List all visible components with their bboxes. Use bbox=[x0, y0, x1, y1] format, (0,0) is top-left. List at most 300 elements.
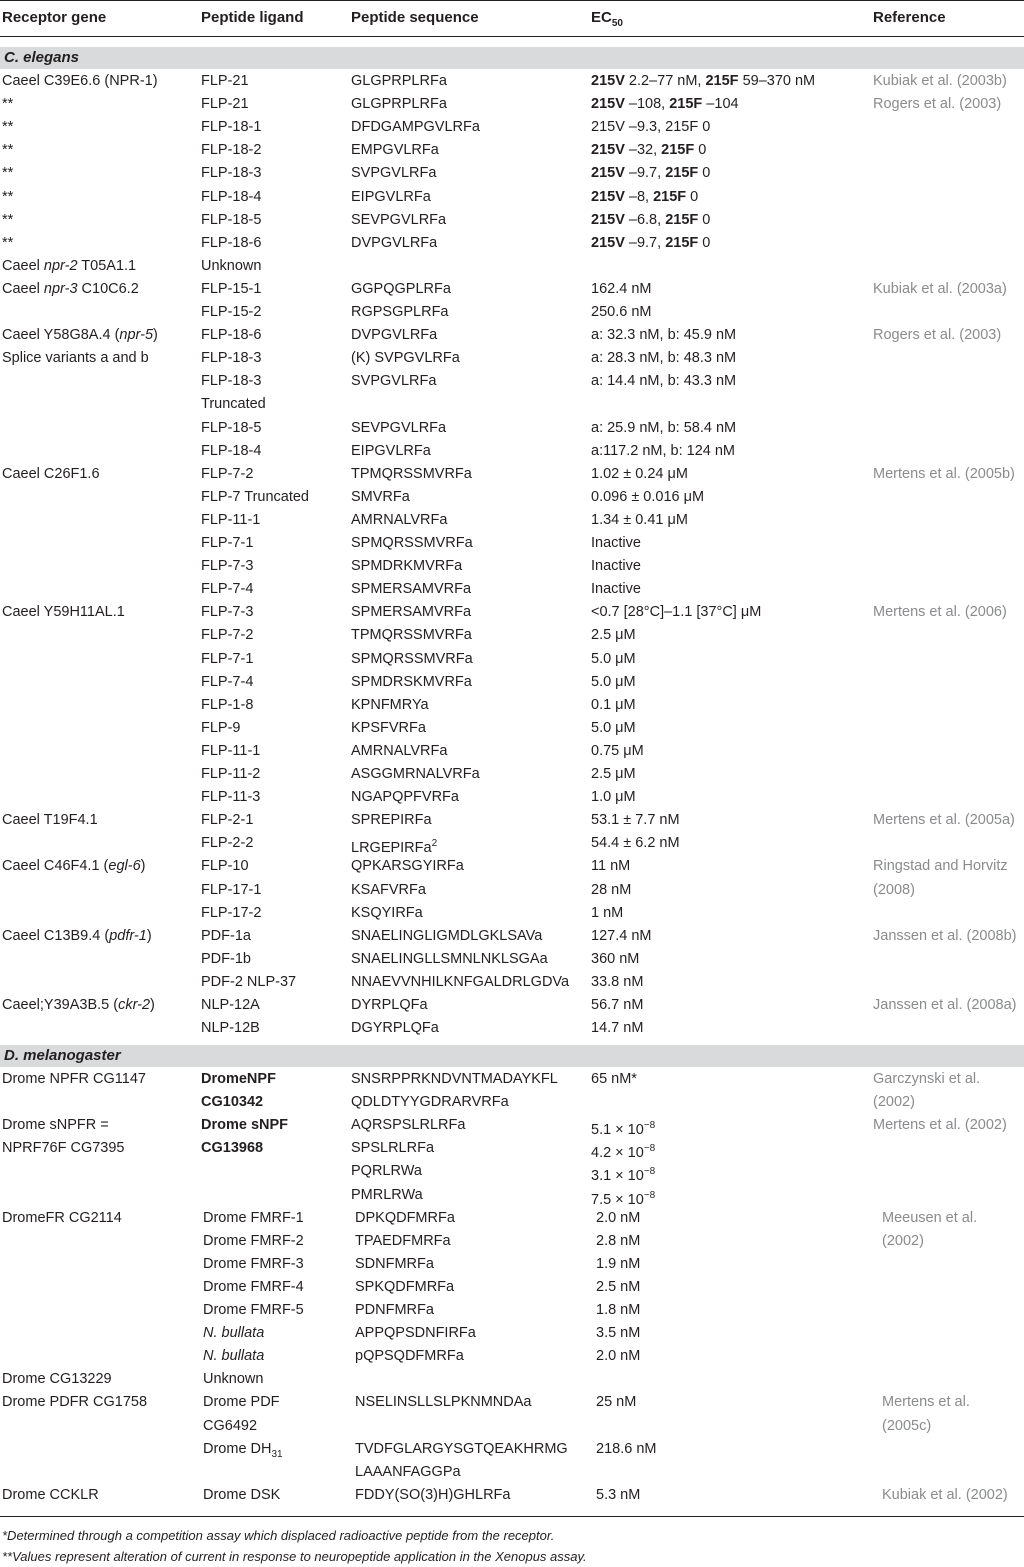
table-row bbox=[0, 1461, 1024, 1484]
ec50-cell: 3.5 nM bbox=[596, 1325, 641, 1342]
table-row bbox=[0, 255, 1024, 278]
ec50-variant-label: 215V bbox=[591, 142, 625, 159]
receptor-gene-prefix: Caeel C46F4.1 ( bbox=[2, 858, 109, 875]
ec50-cell bbox=[591, 162, 710, 185]
receptor-gene-italic: ckr-2 bbox=[118, 997, 151, 1013]
peptide-sequence-cell: EIPGVLRFa bbox=[351, 188, 431, 205]
peptide-sequence-cell: SPMQRSSMVRFa bbox=[351, 650, 473, 667]
ec50-cell: 14.7 nM bbox=[591, 1020, 644, 1037]
peptide-sequence-superscript: 2 bbox=[431, 838, 438, 850]
bottom-rule bbox=[0, 1516, 1024, 1517]
peptide-sequence-cell: NSELINSLLSLPKNMNDAa bbox=[355, 1394, 532, 1411]
receptor-gene-cell: ** bbox=[2, 234, 14, 251]
receptor-gene-cell: ** bbox=[2, 211, 14, 228]
receptor-gene-cell: Caeel T19F4.1 bbox=[2, 812, 98, 829]
table-row bbox=[0, 1253, 1024, 1276]
ec50-cell: Inactive bbox=[591, 558, 641, 575]
table-row bbox=[0, 1114, 1024, 1137]
table-row bbox=[0, 555, 1024, 578]
table-row bbox=[0, 578, 1024, 601]
peptide-sequence-cell: ASGGMRNALVRFa bbox=[351, 766, 480, 782]
receptor-gene-cell: Caeel C39E6.6 (NPR-1) bbox=[2, 73, 158, 89]
peptide-ligand-cell: Drome sNPF bbox=[201, 1117, 289, 1134]
peptide-ligand-cell: FLP-7-1 bbox=[201, 650, 254, 667]
receptor-gene-italic: pdfr-1 bbox=[109, 927, 147, 944]
peptide-sequence-cell: RGPSGPLRFa bbox=[351, 304, 449, 320]
table-row bbox=[0, 186, 1024, 209]
header-reference: Reference bbox=[873, 9, 946, 26]
peptide-sequence-cell: EMPGVLRFa bbox=[351, 142, 439, 159]
table-row bbox=[0, 347, 1024, 370]
peptide-ligand-cell: Unknown bbox=[201, 257, 262, 274]
peptide-sequence-cell: TVDFGLARGYSGTQEAKHRMG bbox=[355, 1440, 568, 1457]
reference-cell: Kubiak et al. (2003b) bbox=[873, 73, 1007, 89]
table-row bbox=[0, 162, 1024, 185]
table-row bbox=[0, 994, 1024, 1017]
table-row bbox=[0, 440, 1024, 463]
peptide-ligand-cell: FLP-7-4 bbox=[201, 581, 254, 598]
ec50-cell: 56.7 nM bbox=[591, 997, 644, 1013]
peptide-sequence-cell: TPAEDFMRFa bbox=[355, 1232, 451, 1249]
peptide-ligand-cell: Unknown bbox=[203, 1371, 264, 1388]
ec50-value: –9.7, bbox=[624, 165, 666, 182]
peptide-ligand-text: Drome DH bbox=[203, 1440, 272, 1457]
table-row bbox=[0, 1184, 1024, 1207]
receptor-gene-suffix: ) bbox=[153, 327, 158, 344]
ec50-cell: 218.6 nM bbox=[596, 1440, 657, 1457]
peptide-ligand-subscript: 31 bbox=[271, 1448, 283, 1460]
peptide-sequence-cell: TPMQRSSMVRFa bbox=[351, 465, 472, 482]
peptide-sequence-cell: SDNFMRFa bbox=[355, 1255, 434, 1272]
table-row bbox=[0, 671, 1024, 694]
peptide-sequence-cell: DYRPLQFa bbox=[351, 997, 428, 1013]
top-rule bbox=[0, 0, 1024, 1]
peptide-ligand-cell: CG13968 bbox=[201, 1140, 264, 1157]
receptor-gene-suffix: ) bbox=[150, 997, 155, 1013]
peptide-sequence-cell: DVPGVLRFa bbox=[351, 327, 438, 344]
ec50-value: 0 bbox=[686, 188, 699, 205]
receptor-gene-cell: ** bbox=[2, 188, 14, 205]
peptide-sequence-cell: SPMERSAMVRFa bbox=[351, 581, 472, 598]
reference-cell: Mertens et al. (2002) bbox=[873, 1117, 1007, 1134]
footnote-2: **Values represent alteration of current in response to neuropeptide application in the Xenopus assay. bbox=[2, 1549, 587, 1564]
ec50-variant-label: 215F bbox=[653, 188, 687, 205]
receptor-gene-prefix: Caeel bbox=[2, 280, 44, 297]
peptide-ligand-cell: FLP-9 bbox=[201, 719, 241, 736]
ec50-cell bbox=[591, 186, 698, 209]
ec50-variant-label: 215V bbox=[591, 96, 625, 113]
peptide-sequence-cell: SPMDRSKMVRFa bbox=[351, 673, 472, 690]
ec50-cell: 1.02 ± 0.24 μM bbox=[591, 465, 688, 482]
peptide-sequence-cell: (K) SVPGVLRFa bbox=[351, 350, 460, 367]
peptide-sequence-cell: SPSLRLRFa bbox=[351, 1140, 435, 1157]
peptide-ligand-cell: N. bullata bbox=[203, 1348, 265, 1365]
peptide-sequence-cell: KSQYIRFa bbox=[351, 904, 423, 921]
peptide-ligand-cell: FLP-7-4 bbox=[201, 673, 254, 690]
table-row bbox=[0, 324, 1024, 347]
peptide-ligand-cell: Drome FMRF-3 bbox=[203, 1255, 304, 1272]
peptide-sequence-cell: SNSRPPRKNDVNTMADAYKFL bbox=[351, 1071, 558, 1087]
peptide-sequence-cell: DFDGAMPGVLRFa bbox=[351, 119, 480, 136]
header-peptide-sequence: Peptide sequence bbox=[351, 9, 479, 26]
ec50-cell: 2.5 nM bbox=[596, 1278, 641, 1295]
peptide-ligand-cell: FLP-18-3 bbox=[201, 165, 262, 182]
table-row bbox=[0, 717, 1024, 740]
peptide-ligand-cell: N. bullata bbox=[203, 1325, 265, 1342]
ec50-cell: a: 25.9 nM, b: 58.4 nM bbox=[591, 419, 737, 436]
table-row bbox=[0, 1230, 1024, 1253]
peptide-ligand-cell: FLP-11-1 bbox=[201, 511, 261, 528]
peptide-sequence-cell: SPKQDFMRFa bbox=[355, 1278, 455, 1295]
peptide-ligand-cell: FLP-10 bbox=[201, 858, 249, 875]
peptide-sequence-cell: PDNFMRFa bbox=[355, 1302, 434, 1318]
ec50-variant-label: 215F bbox=[661, 142, 695, 159]
reference-cell: (2005c) bbox=[882, 1417, 932, 1434]
footnote-1: *Determined through a competition assay which displaced radioactive peptide from the receptor. bbox=[2, 1528, 555, 1543]
peptide-sequence-text: LRGEPIRFa bbox=[351, 840, 432, 857]
table-row bbox=[0, 393, 1024, 416]
peptide-ligand-cell: CG10342 bbox=[201, 1094, 264, 1111]
peptide-sequence-cell: SVPGVLRFa bbox=[351, 165, 437, 182]
peptide-sequence-cell: DGYRPLQFa bbox=[351, 1020, 439, 1037]
reference-cell: Mertens et al. (2006) bbox=[873, 604, 1007, 621]
peptide-sequence-cell: AMRNALVRFa bbox=[351, 742, 448, 759]
table-row bbox=[0, 1276, 1024, 1299]
receptor-gene-cell: Caeel Y59H11AL.1 bbox=[2, 604, 125, 621]
ec50-value: –6.8, bbox=[624, 211, 666, 228]
receptor-gene-suffix: ) bbox=[146, 927, 152, 944]
ec50-cell: 1.9 nM bbox=[596, 1255, 641, 1272]
peptide-sequence-cell: AMRNALVRFa bbox=[351, 511, 448, 528]
table-row bbox=[0, 463, 1024, 486]
peptide-ligand-cell: FLP-1-8 bbox=[201, 696, 254, 713]
ec50-cell: a: 14.4 nM, b: 43.3 nM bbox=[591, 373, 737, 390]
receptor-gene-cell bbox=[2, 278, 139, 301]
peptide-ligand-cell: PDF-1b bbox=[201, 950, 251, 967]
receptor-gene-cell bbox=[2, 255, 136, 278]
peptide-sequence-cell: GLGPRPLRFa bbox=[351, 96, 447, 113]
peptide-ligand-cell: FLP-18-3 bbox=[201, 373, 262, 390]
peptide-sequence-cell: SPMERSAMVRFa bbox=[351, 604, 472, 621]
ec50-exponent: −8 bbox=[643, 1166, 656, 1178]
peptide-ligand-cell: FLP-2-2 bbox=[201, 835, 254, 852]
peptide-ligand-cell: FLP-11-1 bbox=[201, 742, 261, 759]
ec50-variant-label: 215V bbox=[591, 73, 625, 89]
peptide-sequence-cell: GGPQGPLRFa bbox=[351, 280, 451, 297]
peptide-sequence-cell: SMVRFa bbox=[351, 488, 410, 505]
peptide-ligand-cell: FLP-18-3 bbox=[201, 350, 262, 367]
ec50-value: –32, bbox=[624, 142, 662, 159]
reference-cell: (2008) bbox=[873, 881, 915, 898]
table-row bbox=[0, 370, 1024, 393]
reference-cell: (2002) bbox=[873, 1094, 915, 1111]
peptide-ligand-cell: Drome DSK bbox=[203, 1486, 281, 1503]
reference-cell: Janssen et al. (2008a) bbox=[873, 997, 1017, 1013]
table-row bbox=[0, 971, 1024, 994]
table-row bbox=[0, 694, 1024, 717]
peptide-sequence-cell: SVPGVLRFa bbox=[351, 373, 437, 390]
ec50-variant-label: 215V bbox=[591, 188, 625, 205]
peptide-ligand-cell: FLP-7-3 bbox=[201, 558, 254, 575]
ec50-value: 0 bbox=[694, 142, 707, 159]
ec50-cell: a: 32.3 nM, b: 45.9 nM bbox=[591, 327, 737, 344]
ec50-cell: 1.0 μM bbox=[591, 789, 636, 806]
ec50-cell: 360 nM bbox=[591, 950, 640, 967]
receptor-gene-cell: Drome CG13229 bbox=[2, 1371, 112, 1388]
ec50-cell: 53.1 ± 7.7 nM bbox=[591, 812, 680, 829]
receptor-gene-cell: DromeFR CG2114 bbox=[2, 1209, 122, 1226]
ec50-cell: a:117.2 nM, b: 124 nM bbox=[591, 442, 736, 459]
reference-cell: Rogers et al. (2003) bbox=[873, 327, 1002, 344]
ec50-mantissa: 5.1 × 10 bbox=[591, 1122, 644, 1139]
ec50-cell: 54.4 ± 6.2 nM bbox=[591, 835, 680, 852]
table-row bbox=[0, 879, 1024, 902]
table-row bbox=[0, 1438, 1024, 1461]
peptide-ligand-cell: PDF-2 NLP-37 bbox=[201, 973, 297, 990]
ec50-cell: 1.8 nM bbox=[596, 1302, 641, 1318]
receptor-gene-cell: Drome NPFR CG1147 bbox=[2, 1071, 146, 1087]
receptor-gene-suffix: ) bbox=[140, 858, 146, 875]
receptor-gene-italic: npr-2 bbox=[43, 257, 78, 274]
table-row bbox=[0, 786, 1024, 809]
receptor-gene-cell: ** bbox=[2, 165, 14, 182]
table-row bbox=[0, 925, 1024, 948]
table-row bbox=[0, 1017, 1024, 1040]
ec50-cell: 127.4 nM bbox=[591, 927, 652, 944]
peptide-ligand-cell: Drome FMRF-5 bbox=[203, 1302, 304, 1318]
ec50-cell: 5.3 nM bbox=[596, 1486, 641, 1503]
peptide-sequence-cell: NNAEVVNHILKNFGALDRLGDVa bbox=[351, 973, 570, 990]
receptor-gene-prefix: Caeel bbox=[2, 257, 44, 274]
peptide-ligand-cell: FLP-7-1 bbox=[201, 535, 254, 551]
peptide-ligand-cell: PDF-1a bbox=[201, 927, 251, 944]
peptide-ligand-cell: FLP-15-2 bbox=[201, 304, 262, 320]
receptor-gene-cell bbox=[2, 925, 152, 948]
peptide-sequence-cell: KSAFVRFa bbox=[351, 881, 426, 898]
ec50-variant-label: 215V bbox=[591, 234, 625, 251]
peptide-ligand-cell: FLP-18-6 bbox=[201, 327, 262, 344]
ec50-cell: 215V –9.3, 215F 0 bbox=[591, 119, 711, 136]
peptide-ligand-cell: FLP-18-5 bbox=[201, 419, 262, 436]
receptor-gene-cell: Caeel C26F1.6 bbox=[2, 465, 100, 482]
peptide-ligand-cell: FLP-7-2 bbox=[201, 627, 254, 644]
peptide-ligand-cell: FLP-21 bbox=[201, 73, 249, 89]
ec50-cell: 5.0 μM bbox=[591, 650, 636, 667]
section-c-elegans: C. elegans bbox=[0, 47, 1024, 69]
receptor-gene-cell: ** bbox=[2, 119, 14, 136]
reference-cell: Garczynski et al. bbox=[873, 1071, 981, 1087]
reference-cell: Mertens et al. (2005b) bbox=[873, 465, 1015, 482]
peptide-sequence-cell: EIPGVLRFa bbox=[351, 442, 431, 459]
reference-cell: Kubiak et al. (2003a) bbox=[873, 280, 1007, 297]
table-row bbox=[0, 648, 1024, 671]
ec50-cell: 5.0 μM bbox=[591, 673, 636, 690]
ec50-cell: 2.0 nM bbox=[596, 1209, 641, 1226]
table-row bbox=[0, 139, 1024, 162]
peptide-ligand-cell: FLP-18-2 bbox=[201, 142, 262, 159]
ec50-variant-label: 215F bbox=[665, 165, 699, 182]
ec50-mantissa: 4.2 × 10 bbox=[591, 1145, 644, 1162]
peptide-ligand-cell: FLP-18-6 bbox=[201, 234, 262, 251]
ec50-cell: a: 28.3 nM, b: 48.3 nM bbox=[591, 350, 737, 367]
receptor-gene-cell bbox=[2, 324, 158, 347]
ec50-cell bbox=[591, 139, 706, 162]
ec50-exponent: −8 bbox=[643, 1120, 656, 1132]
ec50-cell: 0.096 ± 0.016 μM bbox=[591, 488, 705, 505]
header-receptor-gene: Receptor gene bbox=[2, 9, 107, 26]
table-row bbox=[0, 209, 1024, 232]
table-row bbox=[0, 624, 1024, 647]
peptide-sequence-cell: pQPSQDFMRFa bbox=[355, 1348, 464, 1365]
table-row bbox=[0, 1207, 1024, 1230]
receptor-gene-cell: Drome PDFR CG1758 bbox=[2, 1394, 148, 1411]
table-row bbox=[0, 116, 1024, 139]
receptor-gene-italic: npr-3 bbox=[43, 280, 78, 297]
ec50-cell: <0.7 [28°C]–1.1 [37°C] μM bbox=[591, 604, 762, 621]
header-peptide-ligand: Peptide ligand bbox=[201, 9, 304, 26]
peptide-ligand-cell: FLP-18-1 bbox=[201, 119, 262, 136]
ec50-cell: 2.0 nM bbox=[596, 1348, 641, 1365]
reference-cell: Mertens et al. bbox=[882, 1394, 970, 1411]
ec50-variant-label: 215F bbox=[665, 234, 699, 251]
receptor-gene-cell: Splice variants a and b bbox=[2, 350, 149, 367]
peptide-sequence-cell: GLGPRPLRFa bbox=[351, 73, 447, 89]
reference-cell: Kubiak et al. (2002) bbox=[882, 1486, 1008, 1503]
ec50-mantissa: 3.1 × 10 bbox=[591, 1168, 644, 1185]
ec50-mantissa: 7.5 × 10 bbox=[591, 1191, 644, 1208]
ec50-value: –108, bbox=[624, 96, 670, 113]
receptor-gene-suffix: C10C6.2 bbox=[77, 280, 139, 297]
receptor-gene-suffix: T05A1.1 bbox=[77, 257, 137, 274]
ec50-cell: 25 nM bbox=[596, 1394, 637, 1411]
peptide-sequence-cell: DVPGVLRFa bbox=[351, 234, 438, 251]
ec50-cell bbox=[591, 232, 710, 255]
receptor-gene-prefix: Caeel Y58G8A.4 ( bbox=[2, 327, 120, 344]
peptide-ligand-cell: Drome FMRF-4 bbox=[203, 1278, 304, 1295]
ec50-cell: 0.1 μM bbox=[591, 696, 636, 713]
table-row bbox=[0, 1068, 1024, 1091]
ec50-cell bbox=[591, 70, 815, 93]
table-row bbox=[0, 948, 1024, 971]
peptide-ligand-cell: FLP-21 bbox=[201, 96, 249, 113]
peptide-sequence-cell: SPMDRKMVRFa bbox=[351, 558, 463, 575]
ec50-cell: 1.34 ± 0.41 μM bbox=[591, 511, 688, 528]
peptide-ligand-cell: FLP-7 Truncated bbox=[201, 488, 309, 505]
peptide-sequence-cell: SPREPIRFa bbox=[351, 812, 432, 829]
ec50-cell: 28 nM bbox=[591, 881, 632, 898]
table-row bbox=[0, 1484, 1024, 1507]
peptide-sequence-cell: FDDY(SO(3)H)GHLRFa bbox=[355, 1486, 511, 1503]
receptor-gene-prefix: Caeel;Y39A3B.5 ( bbox=[2, 997, 119, 1013]
reference-cell: Rogers et al. (2003) bbox=[873, 96, 1002, 113]
table-row bbox=[0, 301, 1024, 324]
ec50-cell: 1 nM bbox=[591, 904, 624, 921]
peptide-ligand-cell: FLP-2-1 bbox=[201, 812, 254, 829]
table-row bbox=[0, 809, 1024, 832]
peptide-ligand-cell: FLP-11-3 bbox=[201, 789, 261, 806]
peptide-sequence-cell: DPKQDFMRFa bbox=[355, 1209, 455, 1226]
peptide-sequence-cell: KPSFVRFa bbox=[351, 719, 426, 736]
ec50-value: 0 bbox=[698, 165, 711, 182]
table-row bbox=[0, 417, 1024, 440]
peptide-sequence-cell: NGAPQPFVRFa bbox=[351, 789, 459, 806]
peptide-ligand-cell: NLP-12A bbox=[201, 997, 260, 1013]
peptide-sequence-cell: QDLDTYYGDRARVRFa bbox=[351, 1094, 509, 1111]
receptor-gene-cell bbox=[2, 994, 155, 1017]
table-row bbox=[0, 278, 1024, 301]
receptor-gene-cell: NPRF76F CG7395 bbox=[2, 1140, 125, 1157]
ec50-cell: 162.4 nM bbox=[591, 280, 652, 297]
peptide-ligand-cell: FLP-18-4 bbox=[201, 188, 262, 205]
peptide-ligand-cell: Drome PDF bbox=[203, 1394, 280, 1411]
table-row bbox=[0, 232, 1024, 255]
peptide-ligand-cell: CG6492 bbox=[203, 1417, 258, 1434]
ec50-exponent: −8 bbox=[643, 1189, 656, 1201]
ec50-value: –104 bbox=[702, 96, 739, 113]
ec50-cell: 2.5 μM bbox=[591, 627, 636, 644]
peptide-sequence-cell: SEVPGVLRFa bbox=[351, 211, 447, 228]
peptide-ligand-cell: FLP-11-2 bbox=[201, 766, 261, 782]
peptide-ligand-cell: DromeNPF bbox=[201, 1071, 276, 1087]
ec50-cell bbox=[591, 93, 739, 116]
table-row bbox=[0, 70, 1024, 93]
table-row bbox=[0, 832, 1024, 855]
ec50-cell: 5.0 μM bbox=[591, 719, 636, 736]
peptide-sequence-cell: PMRLRWa bbox=[351, 1186, 423, 1203]
table-row bbox=[0, 1345, 1024, 1368]
table-row bbox=[0, 486, 1024, 509]
table-row bbox=[0, 902, 1024, 925]
ec50-variant-label: 215V bbox=[591, 165, 625, 182]
peptide-sequence-cell: TPMQRSSMVRFa bbox=[351, 627, 472, 644]
peptide-ligand-cell: FLP-18-5 bbox=[201, 211, 262, 228]
table-row bbox=[0, 93, 1024, 116]
peptide-ligand-cell: Truncated bbox=[201, 396, 266, 413]
table-row bbox=[0, 1091, 1024, 1114]
ec50-cell: 2.8 nM bbox=[596, 1232, 641, 1249]
ec50-value: 0 bbox=[698, 234, 711, 251]
receptor-gene-cell: ** bbox=[2, 142, 14, 159]
table-row bbox=[0, 509, 1024, 532]
peptide-sequence-cell: KPNFMRYa bbox=[351, 696, 429, 713]
peptide-ligand-cell: NLP-12B bbox=[201, 1020, 260, 1037]
reference-cell: Janssen et al. (2008b) bbox=[873, 927, 1017, 944]
table-row bbox=[0, 1368, 1024, 1391]
ec50-value: 2.2–77 nM, bbox=[624, 73, 706, 89]
ec50-cell: 11 nM bbox=[591, 858, 631, 875]
ec50-cell: 2.5 μM bbox=[591, 766, 636, 782]
table-row bbox=[0, 1137, 1024, 1160]
table-row bbox=[0, 763, 1024, 786]
peptide-ligand-cell: FLP-15-1 bbox=[201, 280, 262, 297]
ec50-cell: 33.8 nM bbox=[591, 973, 644, 990]
peptide-sequence-cell: LAAANFAGGPa bbox=[355, 1463, 461, 1480]
ec50-cell: 250.6 nM bbox=[591, 304, 652, 320]
peptide-ligand-cell: FLP-18-4 bbox=[201, 442, 262, 459]
receptor-gene-prefix: Caeel C13B9.4 ( bbox=[2, 927, 110, 944]
peptide-ligand-cell: FLP-17-2 bbox=[201, 904, 262, 921]
receptor-gene-italic: egl-6 bbox=[108, 858, 141, 875]
ec50-variant-label: 215F bbox=[669, 96, 703, 113]
reference-cell: Meeusen et al. bbox=[882, 1209, 978, 1226]
header-ec50: $EC_{50}$ bbox=[591, 9, 623, 29]
peptide-sequence-cell: AQRSPSLRLRFa bbox=[351, 1117, 466, 1134]
peptide-ligand-cell: FLP-7-2 bbox=[201, 465, 254, 482]
table-row bbox=[0, 532, 1024, 555]
ec50-variant-label: 215F bbox=[665, 211, 699, 228]
ec50-exponent: −8 bbox=[643, 1143, 656, 1155]
ec50-variant-label: 215F bbox=[705, 73, 739, 89]
